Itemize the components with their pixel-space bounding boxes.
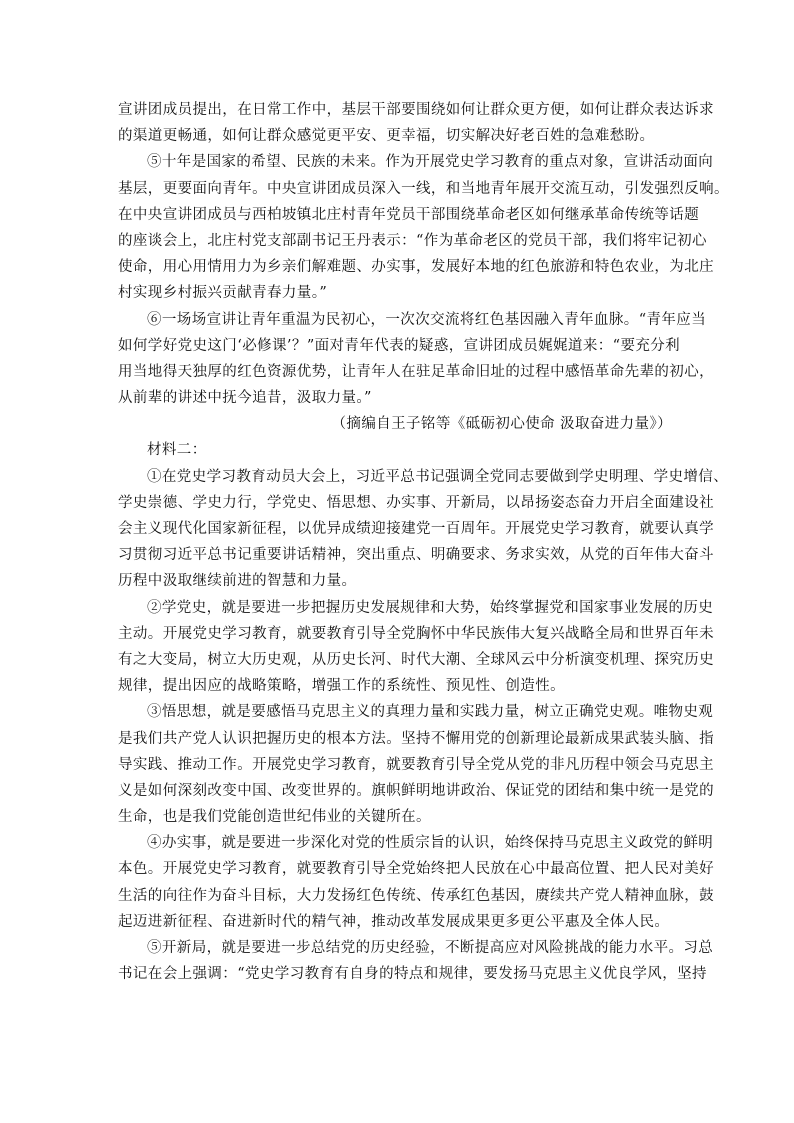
- text-line: 使命，用心用情用力为乡亲们解难题、办实事，发展好本地的红色旅游和特色农业，为北庄: [118, 259, 714, 276]
- text-line: 导实践、推动工作。开展党史学习教育，就要教育引导全党从党的非凡历程中领会马克思主: [118, 756, 714, 773]
- text-line: 的座谈会上，北庄村党支部副书记王丹表示：“作为革命老区的党员干部，我们将牢记初心: [118, 232, 707, 249]
- text-line: 如何学好党史这门‘必修课’？”面对青年代表的疑惑，宣讲团成员娓娓道来：“要充分利: [118, 337, 681, 354]
- text-line: 有之大变局，树立大历史观，从历史长河、时代大潮、全球风云中分析演变机理、探究历史: [118, 651, 714, 668]
- text-line: 本色。开展党史学习教育，就要教育引导全党始终把人民放在心中最高位置、把人民对美好: [118, 861, 714, 878]
- document-body: [118, 97, 729, 987]
- text-line: 主动。开展党史学习教育，就要教育引导全党胸怀中华民族伟大复兴战略全局和世界百年未: [118, 625, 714, 642]
- text-line: 村实现乡村振兴贡献青春力量。”: [118, 285, 328, 302]
- text-line: 的渠道更畅通，如何让群众感觉更平安、更幸福，切实解决好老百姓的急难愁盼。: [118, 128, 655, 145]
- text-line: 基层，更要面向青年。中央宣讲团成员深入一线，和当地青年展开交流互动，引发强烈反响。: [118, 180, 729, 197]
- text-line: 规律，提出因应的战略策略，增强工作的系统性、预见性、创造性。: [118, 678, 565, 695]
- text-line: ②学党史，就是要进一步把握历史发展规律和大势，始终掌握党和国家事业发展的历史: [147, 599, 714, 616]
- text-line: 宣讲团成员提出，在日常工作中，基层干部要围绕如何让群众更方便，如何让群众表达诉求: [118, 102, 714, 118]
- text-line: 历程中汲取继续前进的智慧和力量。: [118, 573, 357, 590]
- text-line: 学史崇德、学史力行，学党史、悟思想、办实事、开新局，以昂扬姿态奋力开启全面建设社: [118, 494, 714, 511]
- text-line: ⑥一场场宣讲让青年重温为民初心，一次次交流将红色基因融入青年血脉。“青年应当: [147, 311, 707, 328]
- text-line: ①在党史学习教育动员大会上，习近平总书记强调全党同志要做到学史明理、学史增信、: [147, 468, 729, 485]
- text-line: 起迈进新征程、奋进新时代的精气神，推动改革发展成果更多更公平惠及全体人民。: [118, 913, 670, 930]
- text-line: 材料二：: [147, 442, 207, 459]
- text-line: ④办实事，就是要进一步深化对党的性质宗旨的认识，始终保持马克思主义政党的鲜明: [147, 835, 714, 852]
- text-line: 会主义现代化国家新征程，以优异成绩迎接建党一百周年。开展党史学习教育，就要认真学: [118, 521, 714, 537]
- text-line: 是我们共产党人认识把握历史的根本方法。坚持不懈用党的创新理论最新成果武装头脑、指: [118, 730, 714, 747]
- text-line: 生命，也是我们党能创造世纪伟业的关键所在。: [118, 809, 431, 826]
- text-line: 用当地得天独厚的红色资源优势，让青年人在驻足革命旧址的过程中感悟革命先辈的初心，: [118, 363, 714, 380]
- text-line: （摘编自王子铭等《砥砺初心使命 汲取奋进力量》）: [331, 416, 672, 433]
- text-line: 习贯彻习近平总书记重要讲话精神，突出重点、明确要求、务求实效，从党的百年伟大奋斗: [118, 547, 714, 564]
- text-line: ⑤十年是国家的希望、民族的未来。作为开展党史学习教育的重点对象，宣讲活动面向: [147, 154, 714, 171]
- text-line: 书记在会上强调：“党史学习教育有自身的特点和规律，要发扬马克思主义优良学风，坚持: [118, 966, 707, 983]
- text-line: 从前辈的讲述中抚今追昔，汲取力量。”: [118, 390, 372, 407]
- text-line: ③悟思想，就是要感悟马克思主义的真理力量和实践力量，树立正确党史观。唯物史观: [147, 704, 714, 721]
- text-line: ⑤开新局，就是要进一步总结党的历史经验，不断提高应对风险挑战的能力水平。习总: [147, 940, 714, 956]
- text-line: 在中央宣讲团成员与西柏坡镇北庄村青年党员干部围绕革命老区如何继承革命传统等话题: [118, 206, 700, 223]
- text-line: 生活的向往作为奋斗目标，大力发扬红色传统、传承红色基因，赓续共产党人精神血脉，鼓: [118, 887, 714, 904]
- text-line: 义是如何深刻改变中国、改变世界的。旗帜鲜明地讲政治、保证党的团结和集中统一是党的: [118, 782, 714, 799]
